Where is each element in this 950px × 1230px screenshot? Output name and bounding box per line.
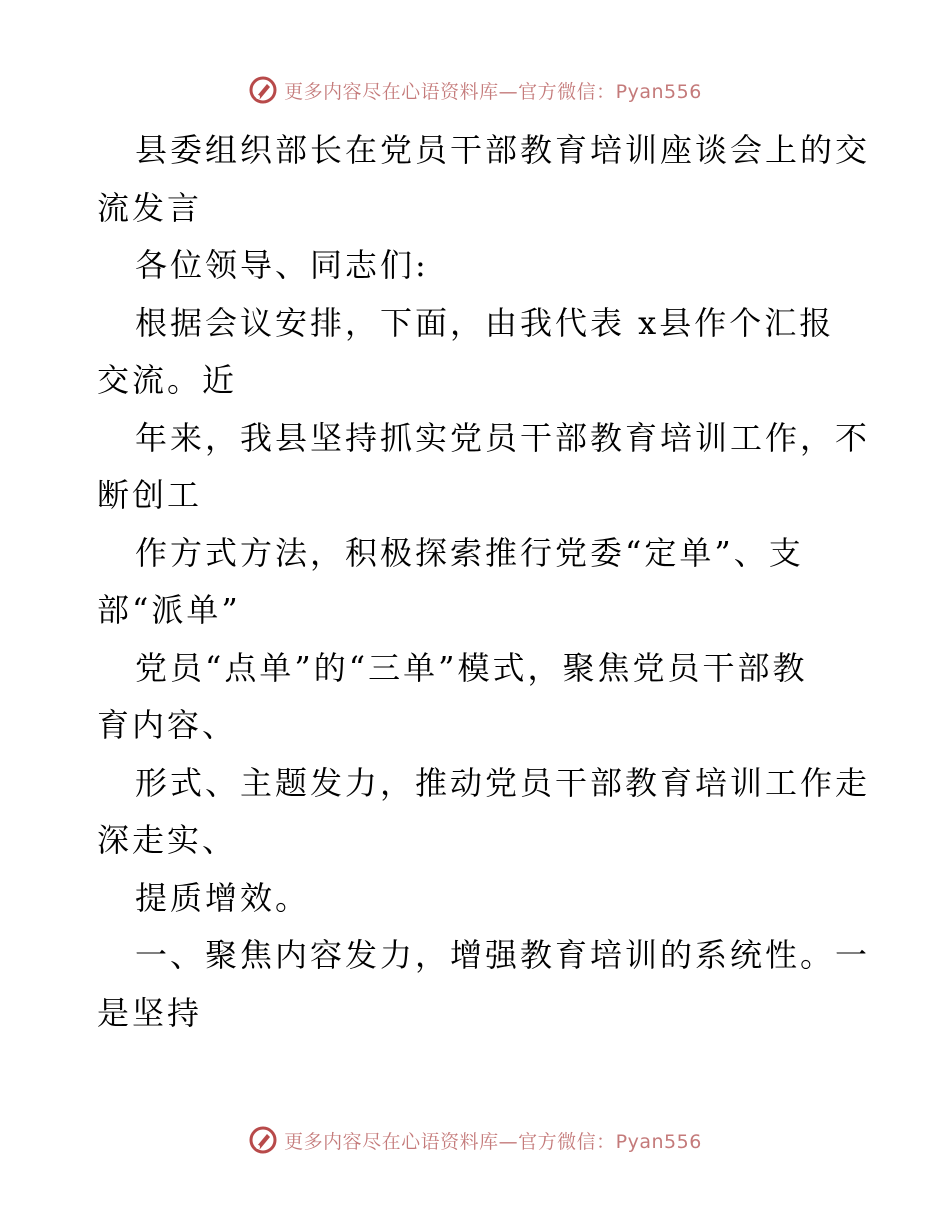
text-line: 党员“点单”的“三单”模式，聚焦党员干部教 xyxy=(135,648,808,687)
text-line: 部“派单” xyxy=(97,591,241,629)
text-line: 县委组织部长在党员干部教育培训座谈会上的交 xyxy=(135,131,871,169)
text-line: 各位领导、同志们: xyxy=(135,246,429,284)
logo-icon xyxy=(248,1125,278,1155)
text-line: 作方式方法，积极探索推行党委“定单”、支 xyxy=(135,533,804,572)
document-body xyxy=(97,122,871,1042)
footer-banner xyxy=(0,1120,950,1160)
text-line: 一、聚焦内容发力，增强教育培训的系统性。一 xyxy=(135,936,871,974)
banner-text: 更多内容尽在心语资料库—官方微信：Pyan556 xyxy=(284,1130,702,1153)
logo-icon xyxy=(248,75,278,105)
text-line: 提质增效。 xyxy=(135,878,311,917)
text-line: 深走实、 xyxy=(97,821,238,859)
text-line: 交流。近 xyxy=(97,361,238,399)
text-line: 断创工 xyxy=(97,476,203,514)
text-line: 流发言 xyxy=(97,188,203,227)
text-line: 育内容、 xyxy=(97,706,238,744)
text-line: 形式、主题发力，推动党员干部教育培训工作走 xyxy=(135,763,871,802)
text-line: 年来，我县坚持抓实党员干部教育培训工作，不 xyxy=(135,418,871,457)
text-line: 根据会议安排，下面，由我代表 x县作个汇报 xyxy=(135,303,835,342)
header-banner xyxy=(0,70,950,110)
banner-text: 更多内容尽在心语资料库—官方微信：Pyan556 xyxy=(284,80,702,103)
text-line: 是坚持 xyxy=(97,993,203,1032)
